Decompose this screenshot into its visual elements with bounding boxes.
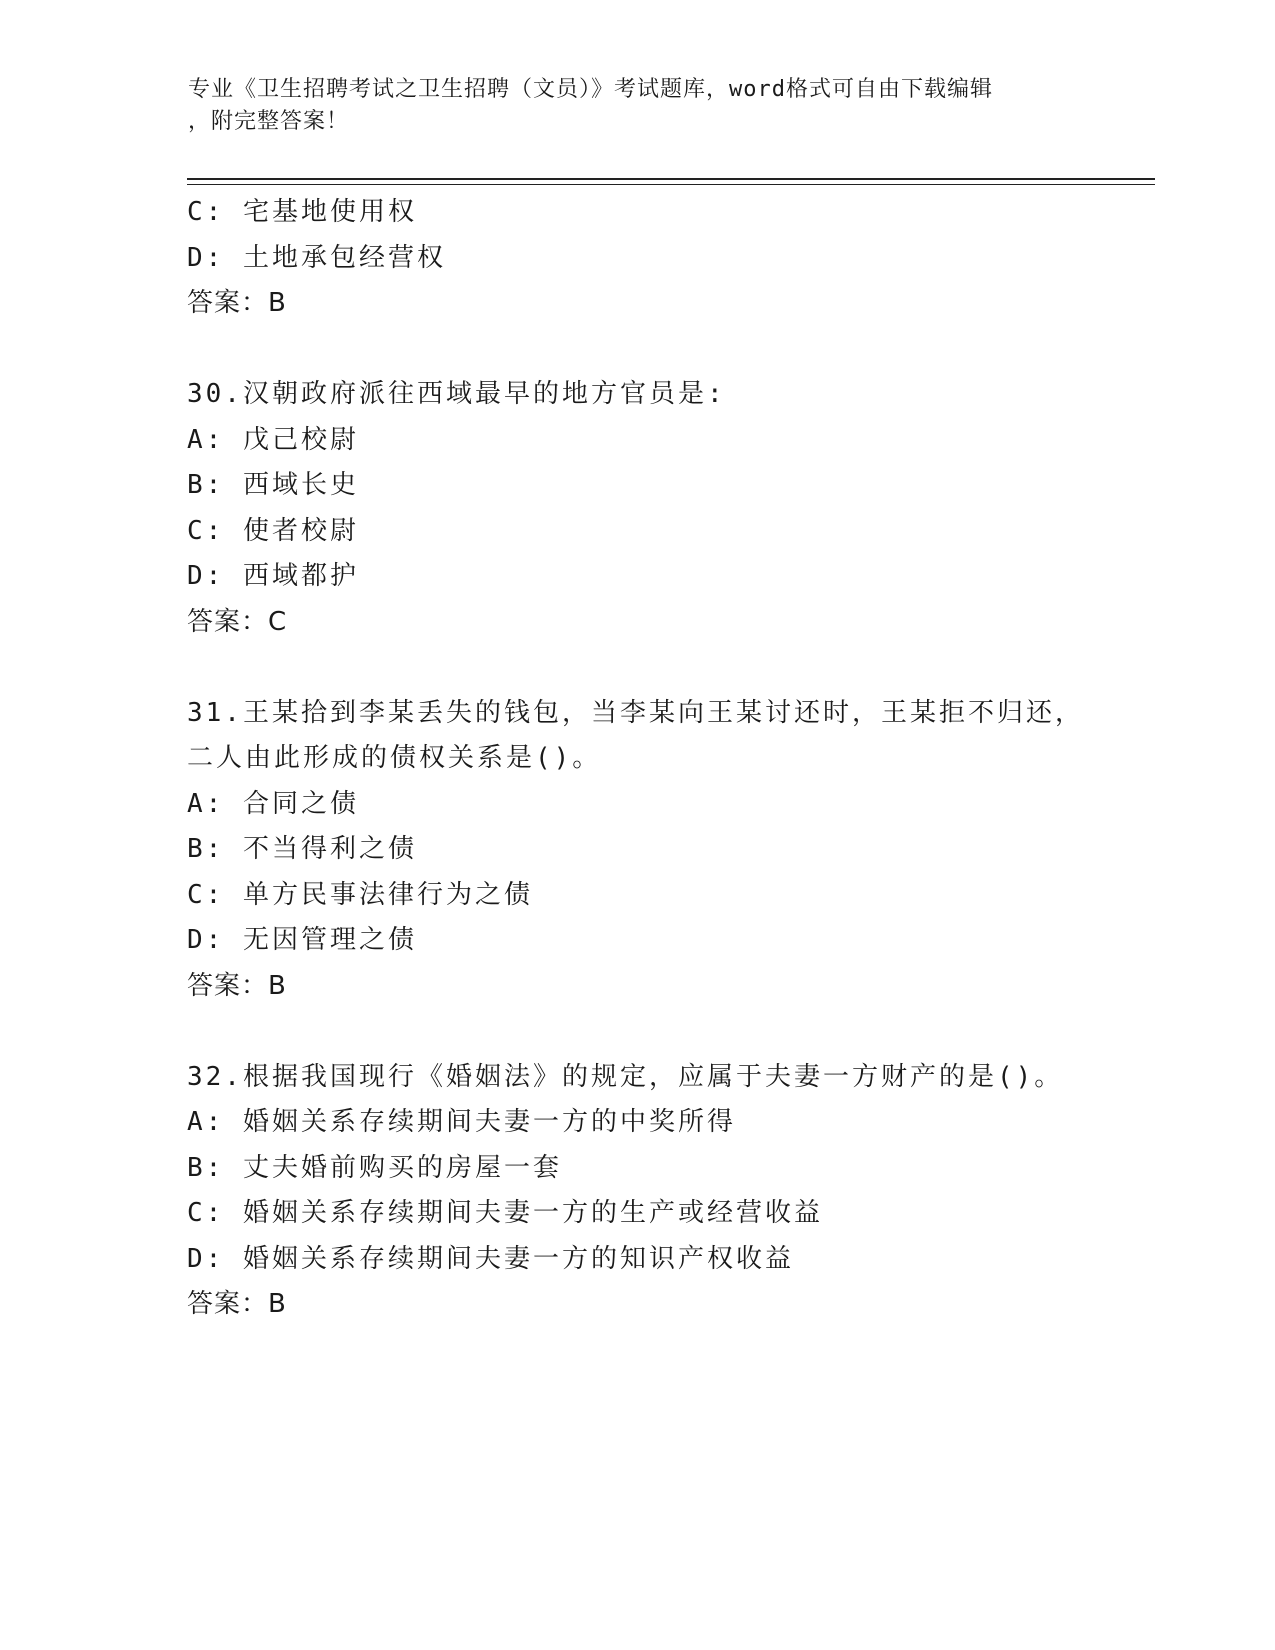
header-rule-thin xyxy=(187,184,1155,185)
option-c: C: 使者校尉 xyxy=(187,515,359,546)
spacer xyxy=(187,1009,1155,1055)
option-d: D: 无因管理之债 xyxy=(187,925,417,955)
answer-line: 答案：B xyxy=(187,1289,287,1319)
question-stem-continued: 二人由此形成的债权关系是()。 xyxy=(187,743,602,773)
option-c: C: 宅基地使用权 xyxy=(187,197,417,227)
question-stem: 32.根据我国现行《婚姻法》的规定，应属于夫妻一方财产的是()。 xyxy=(187,1061,1064,1092)
document-header xyxy=(188,74,1068,138)
question-30 xyxy=(187,372,1155,645)
option-b: B: 不当得利之债 xyxy=(187,834,417,864)
header-line-1: 专业《卫生招聘考试之卫生招聘（文员）》考试题库，word格式可自由下载编辑 xyxy=(188,77,993,102)
option-d: D: 土地承包经营权 xyxy=(187,242,446,273)
question-list xyxy=(187,190,1155,1328)
option-a: A: 戊己校尉 xyxy=(187,424,359,455)
spacer xyxy=(187,327,1155,373)
option-d: D: 西域都护 xyxy=(187,561,359,591)
spacer xyxy=(187,645,1155,691)
option-d: D: 婚姻关系存续期间夫妻一方的知识产权收益 xyxy=(187,1243,794,1274)
answer-line: 答案：C xyxy=(187,606,288,637)
question-stem: 30.汉朝政府派往西域最早的地方官员是: xyxy=(187,379,726,409)
question-29-partial xyxy=(187,190,1155,327)
option-c: C: 婚姻关系存续期间夫妻一方的生产或经营收益 xyxy=(187,1198,823,1228)
answer-line: 答案：B xyxy=(187,288,287,318)
option-a: A: 合同之债 xyxy=(187,788,359,819)
question-31 xyxy=(187,691,1155,1010)
option-a: A: 婚姻关系存续期间夫妻一方的中奖所得 xyxy=(187,1107,736,1137)
header-rule-thick xyxy=(187,178,1155,180)
option-c: C: 单方民事法律行为之债 xyxy=(187,879,533,910)
question-32 xyxy=(187,1055,1155,1328)
option-b: B: 西域长史 xyxy=(187,470,359,500)
header-line-2: ，附完整答案！ xyxy=(188,109,350,134)
answer-line: 答案：B xyxy=(187,970,287,1001)
option-b: B: 丈夫婚前购买的房屋一套 xyxy=(187,1152,562,1183)
question-stem: 31.王某拾到李某丢失的钱包，当李某向王某讨还时，王某拒不归还， xyxy=(187,697,1084,728)
